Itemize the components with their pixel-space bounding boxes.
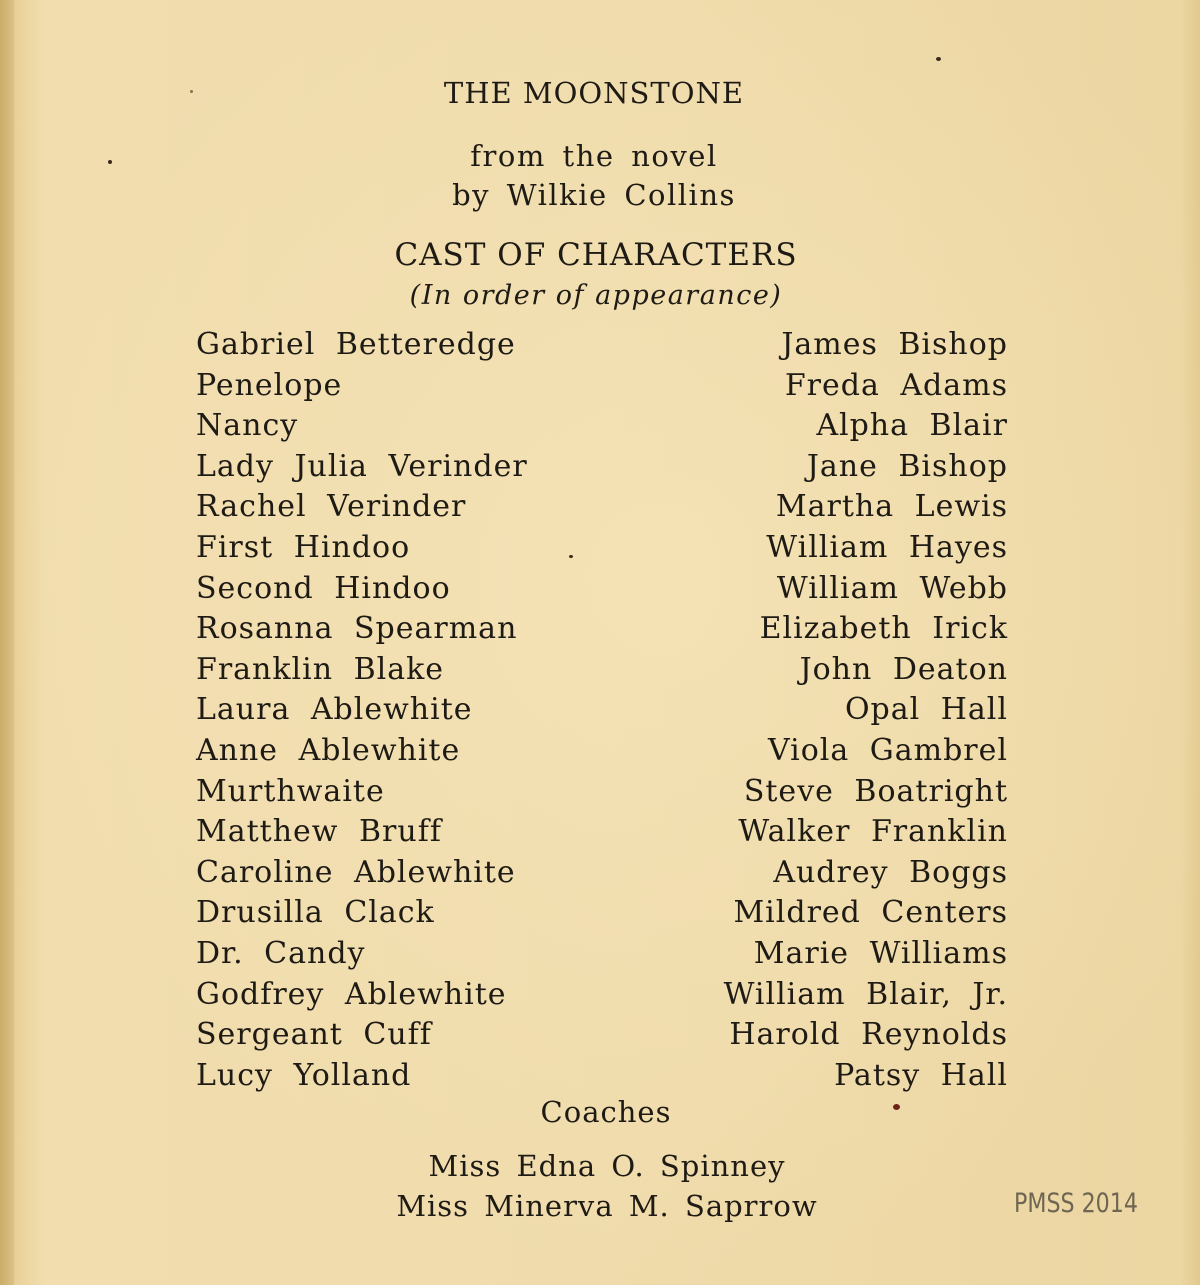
actor-name: Walker Franklin xyxy=(738,814,1008,850)
actor-name: Opal Hall xyxy=(844,692,1008,728)
actor-name: James Bishop xyxy=(781,327,1008,362)
character-name: Laura Ablewhite xyxy=(196,692,473,728)
source-line-novel: from the novel xyxy=(470,139,718,173)
actor-name: Marie Williams xyxy=(753,935,1008,971)
character-name: First Hindoo xyxy=(196,529,411,565)
cast-row xyxy=(196,449,1008,490)
cast-heading: CAST OF CHARACTERS xyxy=(394,237,798,273)
coaches-heading: Coaches xyxy=(540,1095,672,1129)
cast-row xyxy=(196,489,1008,530)
cast-row xyxy=(196,774,1008,815)
character-name: Gabriel Betteredge xyxy=(196,327,516,362)
character-name: Matthew Bruff xyxy=(196,814,442,850)
cast-row xyxy=(196,1017,1008,1058)
actor-name: Freda Adams xyxy=(784,367,1008,403)
paper-speck xyxy=(936,57,941,61)
cast-row xyxy=(196,692,1008,733)
character-name: Dr. Candy xyxy=(196,935,366,971)
cast-row xyxy=(196,733,1008,774)
actor-name: William Webb xyxy=(776,570,1008,606)
actor-name: Steve Boatright xyxy=(743,773,1008,809)
actor-name: Alpha Blair xyxy=(816,408,1008,444)
actor-name: Mildred Centers xyxy=(733,895,1008,931)
actor-name: Elizabeth Irick xyxy=(759,611,1008,647)
cast-row xyxy=(196,327,1008,368)
character-name: Sergeant Cuff xyxy=(196,1017,432,1053)
character-name: Murthwaite xyxy=(196,773,385,809)
source-line-author: by Wilkie Collins xyxy=(452,178,736,212)
archive-watermark: PMSS 2014 xyxy=(1014,1188,1138,1219)
actor-name: Audrey Boggs xyxy=(773,854,1008,890)
cast-row xyxy=(196,530,1008,571)
cast-row xyxy=(196,977,1008,1018)
cast-row xyxy=(196,652,1008,693)
cast-row xyxy=(196,368,1008,409)
cast-row xyxy=(196,408,1008,449)
character-name: Lucy Yolland xyxy=(196,1057,412,1093)
cast-row xyxy=(196,571,1008,612)
character-name: Lady Julia Verinder xyxy=(196,448,528,484)
character-name: Anne Ablewhite xyxy=(196,732,461,768)
cast-row xyxy=(196,1058,1008,1099)
actor-name: Martha Lewis xyxy=(775,489,1008,525)
character-name: Rosanna Spearman xyxy=(196,611,518,647)
actor-name: Viola Gambrel xyxy=(767,732,1008,768)
order-note: (In order of appearance) xyxy=(409,280,783,311)
actor-name: William Blair, Jr. xyxy=(723,976,1008,1012)
actor-name: Harold Reynolds xyxy=(729,1017,1008,1053)
cast-row xyxy=(196,855,1008,896)
actor-name: Patsy Hall xyxy=(834,1057,1008,1093)
cast-row xyxy=(196,895,1008,936)
actor-name: Jane Bishop xyxy=(806,448,1008,484)
character-name: Franklin Blake xyxy=(196,651,445,687)
character-name: Godfrey Ablewhite xyxy=(196,976,507,1012)
character-name: Rachel Verinder xyxy=(196,489,467,525)
cast-row xyxy=(196,936,1008,977)
cast-row xyxy=(196,814,1008,855)
character-name: Second Hindoo xyxy=(196,570,451,606)
actor-name: John Deaton xyxy=(799,651,1008,687)
character-name: Caroline Ablewhite xyxy=(196,854,516,890)
actor-name: William Hayes xyxy=(766,529,1008,565)
coach-name: Miss Minerva M. Saprrow xyxy=(396,1189,818,1223)
character-name: Penelope xyxy=(196,367,343,403)
cast-list xyxy=(196,327,1008,1098)
cast-row xyxy=(196,611,1008,652)
coach-name: Miss Edna O. Spinney xyxy=(428,1149,786,1183)
character-name: Drusilla Clack xyxy=(196,895,435,931)
character-name: Nancy xyxy=(196,408,299,444)
play-title: THE MOONSTONE xyxy=(443,76,745,110)
